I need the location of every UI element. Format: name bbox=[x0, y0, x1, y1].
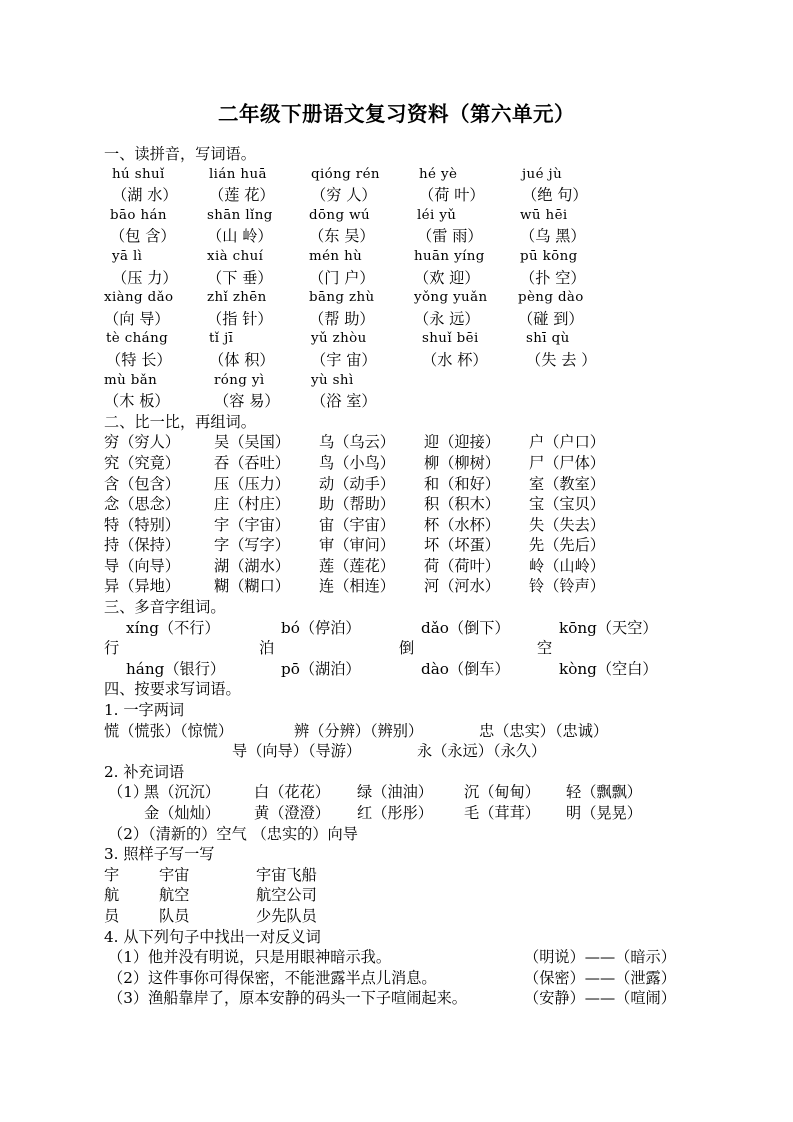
pinyin-cell bbox=[106, 329, 172, 370]
document-body bbox=[0, 127, 793, 1009]
subsection-one-word-two-terms-heading: 1. 一字两词 bbox=[104, 701, 185, 720]
antonym-sentence-row bbox=[104, 968, 753, 989]
write-like-example-grid bbox=[104, 865, 753, 927]
compare-row bbox=[104, 556, 753, 577]
antonym-answer-pair: （安静）——（喧闹） bbox=[524, 989, 676, 1008]
compare-cell: 宝（宝贝） bbox=[529, 495, 605, 514]
antonym-answer-pair: （保密）——（泄露） bbox=[524, 968, 676, 987]
compare-cell: 荷（荷叶） bbox=[424, 556, 500, 575]
pinyin-answer-word: （下 垂） bbox=[207, 268, 273, 287]
compare-cell: 湖（湖水） bbox=[214, 556, 290, 575]
polyphonic-reading-top: dǎo（倒下） bbox=[421, 618, 510, 637]
pinyin-answer-word: （木 板） bbox=[104, 392, 170, 411]
pinyin-cell bbox=[207, 247, 273, 288]
pinyin-cell bbox=[311, 371, 377, 412]
complete-words-cell: 明（晃晃） bbox=[566, 804, 642, 823]
pinyin-text: mù bǎn bbox=[104, 372, 158, 388]
pinyin-cell bbox=[309, 288, 375, 329]
compare-cell: 岭（山岭） bbox=[529, 556, 605, 575]
complete-words-group-two: （2）（清新的）空气 （忠实的）向导 bbox=[108, 824, 358, 843]
pinyin-answer-word: （荷 叶） bbox=[419, 186, 485, 205]
compare-cell: 审（审问） bbox=[319, 536, 395, 555]
compare-cell: 失（失去） bbox=[529, 515, 605, 534]
antonym-sentence-row bbox=[104, 947, 753, 968]
compare-row bbox=[104, 535, 753, 556]
one-word-two-terms-cell: 慌（慌张）（惊慌） bbox=[104, 721, 234, 740]
complete-words-cell: 轻（飘飘） bbox=[566, 783, 642, 802]
one-word-two-terms-cell: 永（永远）（永久） bbox=[417, 742, 547, 761]
compare-row bbox=[104, 453, 753, 474]
compare-cell: 柳（柳树） bbox=[424, 453, 500, 472]
pinyin-answer-word: （浴 室） bbox=[311, 392, 377, 411]
one-word-two-terms-row bbox=[104, 741, 753, 762]
example-phrase: 航空公司 bbox=[256, 886, 317, 905]
polyphonic-reading-top: kōng（天空） bbox=[559, 618, 658, 637]
polyphonic-character: 泊 bbox=[259, 639, 275, 658]
complete-words-cell: 黄（澄澄） bbox=[254, 804, 330, 823]
pinyin-text: yǒng yuǎn bbox=[414, 290, 488, 306]
complete-words-group-label: （1） bbox=[108, 783, 149, 802]
pinyin-text: yù shì bbox=[311, 372, 354, 388]
antonym-sentence-text: （3）渔船靠岸了，原本安静的码头一下子喧闹起来。 bbox=[108, 989, 467, 1008]
pinyin-cell bbox=[520, 247, 586, 288]
one-word-two-terms-cell: 导（向导）（导游） bbox=[232, 742, 362, 761]
compare-row bbox=[104, 576, 753, 597]
compare-cell: 念（思念） bbox=[104, 495, 180, 514]
polyphonic-reading-bottom: pō（湖泊） bbox=[281, 659, 361, 678]
pinyin-answer-word: （门 户） bbox=[309, 268, 375, 287]
compare-cell: 宇（宇宙） bbox=[214, 515, 290, 534]
pinyin-text: pū kōng bbox=[520, 248, 578, 264]
pinyin-text: pèng dào bbox=[518, 290, 584, 306]
write-like-example-row bbox=[104, 906, 753, 927]
pinyin-text: xiàng dǎo bbox=[104, 290, 174, 306]
pinyin-text: yā lì bbox=[112, 248, 143, 264]
polyphonic-reading-top: xíng（不行） bbox=[126, 618, 220, 637]
pinyin-text: hé yè bbox=[419, 166, 458, 182]
compare-cell: 究（究竟） bbox=[104, 453, 180, 472]
pinyin-text: mén hù bbox=[309, 248, 363, 264]
pinyin-cell bbox=[209, 329, 275, 370]
pinyin-row bbox=[104, 371, 753, 412]
subsection-complete-words-heading: 2. 补充词语 bbox=[104, 762, 185, 781]
pinyin-answer-word: （指 针） bbox=[207, 309, 273, 328]
pinyin-text: tǐ jī bbox=[209, 331, 234, 347]
compare-cell: 压（压力） bbox=[214, 474, 290, 493]
compare-cell: 户（户口） bbox=[529, 433, 605, 452]
pinyin-cell bbox=[419, 165, 485, 206]
compare-cell: 持（保持） bbox=[104, 536, 180, 555]
pinyin-answer-word: （水 杯） bbox=[422, 350, 488, 369]
pinyin-row bbox=[104, 329, 753, 370]
pinyin-cell bbox=[414, 247, 485, 288]
pinyin-text: shuǐ bēi bbox=[422, 331, 479, 347]
pinyin-answer-word: （雷 雨） bbox=[417, 227, 483, 246]
example-char: 宇 bbox=[104, 865, 120, 884]
compare-cell: 动（动手） bbox=[319, 474, 395, 493]
pinyin-answer-word: （扑 空） bbox=[520, 268, 586, 287]
pinyin-cell bbox=[110, 206, 176, 247]
pinyin-answer-word: （特 长） bbox=[106, 350, 172, 369]
pinyin-text: lián huā bbox=[209, 166, 267, 182]
compare-characters-grid bbox=[104, 432, 753, 597]
pinyin-text: qióng rén bbox=[311, 166, 380, 182]
compare-cell: 字（写字） bbox=[214, 536, 290, 555]
compare-cell: 连（相连） bbox=[319, 577, 395, 596]
polyphonic-reading-bottom: dào（倒车） bbox=[421, 659, 510, 678]
pinyin-text: huān yíng bbox=[414, 248, 485, 264]
compare-cell: 鸟（小鸟） bbox=[319, 453, 395, 472]
polyphonic-reading-top: bó（停泊） bbox=[281, 618, 361, 637]
pinyin-cell bbox=[209, 165, 275, 206]
pinyin-answer-word: （碰 到） bbox=[518, 309, 584, 328]
compare-cell: 异（异地） bbox=[104, 577, 180, 596]
compare-row bbox=[104, 432, 753, 453]
antonym-sentences-list bbox=[104, 947, 753, 1009]
compare-cell: 糊（糊口） bbox=[214, 577, 290, 596]
one-word-two-terms-row bbox=[104, 721, 753, 742]
complete-words-row bbox=[104, 782, 753, 803]
polyphonic-character: 空 bbox=[537, 639, 553, 658]
pinyin-cell bbox=[417, 206, 483, 247]
pinyin-answer-word: （体 积） bbox=[209, 350, 275, 369]
pinyin-text: hú shuǐ bbox=[112, 166, 165, 182]
pinyin-answer-word: （帮 助） bbox=[309, 309, 375, 328]
pinyin-answer-word: （包 含） bbox=[110, 227, 176, 246]
pinyin-answer-word: （绝 句） bbox=[522, 186, 588, 205]
antonym-sentence-text: （2）这件事你可得保密，不能泄露半点儿消息。 bbox=[108, 968, 437, 987]
pinyin-exercise-grid bbox=[104, 165, 753, 412]
pinyin-text: tè cháng bbox=[106, 331, 169, 347]
antonym-sentence-text: （1）他并没有明说，只是用眼神暗示我。 bbox=[108, 948, 392, 967]
polyphonic-reading-bottom: háng（银行） bbox=[126, 659, 226, 678]
pinyin-answer-word: （湖 水） bbox=[112, 186, 178, 205]
compare-cell: 先（先后） bbox=[529, 536, 605, 555]
example-word: 航空 bbox=[159, 886, 190, 905]
pinyin-cell bbox=[104, 288, 174, 329]
pinyin-row bbox=[104, 165, 753, 206]
compare-row bbox=[104, 494, 753, 515]
compare-cell: 吞（吞吐） bbox=[214, 453, 290, 472]
pinyin-cell bbox=[526, 329, 596, 370]
pinyin-cell bbox=[414, 288, 487, 329]
polyphonic-character: 行 bbox=[104, 639, 120, 658]
page-title: 二年级下册语文复习资料（第六单元） bbox=[218, 102, 575, 126]
pinyin-text: zhǐ zhēn bbox=[207, 290, 267, 306]
pinyin-answer-word: （容 易） bbox=[214, 392, 280, 411]
compare-cell: 莲（莲花） bbox=[319, 556, 395, 575]
example-phrase: 宇宙飞船 bbox=[256, 865, 317, 884]
complete-words-cell: 绿（油油） bbox=[357, 783, 433, 802]
pinyin-answer-word: （山 岭） bbox=[207, 227, 273, 246]
compare-cell: 助（帮助） bbox=[319, 495, 395, 514]
compare-cell: 杯（水杯） bbox=[424, 515, 500, 534]
pinyin-cell bbox=[522, 165, 588, 206]
compare-cell: 铃（铃声） bbox=[529, 577, 605, 596]
pinyin-text: wū hēi bbox=[520, 207, 568, 223]
pinyin-cell bbox=[112, 247, 178, 288]
pinyin-answer-word: （乌 黑） bbox=[520, 227, 586, 246]
complete-words-cell: 红（彤彤） bbox=[357, 804, 433, 823]
pinyin-text: bāo hán bbox=[110, 207, 167, 223]
pinyin-cell bbox=[520, 206, 586, 247]
pinyin-cell bbox=[311, 329, 377, 370]
example-char: 航 bbox=[104, 886, 120, 905]
example-word: 队员 bbox=[159, 906, 190, 925]
complete-words-cell: 黑（沉沉） bbox=[144, 783, 220, 802]
pinyin-text: jué jù bbox=[522, 166, 563, 182]
compare-cell: 导（向导） bbox=[104, 556, 180, 575]
pinyin-row bbox=[104, 288, 753, 329]
example-phrase: 少先队员 bbox=[256, 906, 317, 925]
polyphonic-grid bbox=[104, 618, 753, 680]
example-word: 宇宙 bbox=[159, 865, 190, 884]
pinyin-text: shān lǐng bbox=[207, 207, 273, 223]
section-four-heading: 四、按要求写词语。 bbox=[104, 680, 241, 699]
compare-cell: 宙（宇宙） bbox=[319, 515, 395, 534]
complete-words-cell: 毛（茸茸） bbox=[464, 804, 540, 823]
pinyin-answer-word: （东 吴） bbox=[309, 227, 375, 246]
compare-cell: 乌（乌云） bbox=[319, 433, 395, 452]
subsection-find-antonyms-heading: 4. 从下列句子中找出一对反义词 bbox=[104, 927, 321, 946]
pinyin-answer-word: （宇 宙） bbox=[311, 350, 377, 369]
pinyin-answer-word: （莲 花） bbox=[209, 186, 275, 205]
antonym-answer-pair: （明说）——（暗示） bbox=[524, 948, 676, 967]
compare-cell: 室（教室） bbox=[529, 474, 605, 493]
compare-row bbox=[104, 515, 753, 536]
compare-cell: 坏（坏蛋） bbox=[424, 536, 500, 555]
pinyin-cell bbox=[207, 206, 273, 247]
pinyin-text: xià chuí bbox=[207, 248, 264, 264]
compare-row bbox=[104, 474, 753, 495]
compare-cell: 和（和好） bbox=[424, 474, 500, 493]
pinyin-text: yǔ zhòu bbox=[311, 331, 367, 347]
pinyin-cell bbox=[112, 165, 178, 206]
write-like-example-row bbox=[104, 865, 753, 886]
pinyin-cell bbox=[104, 371, 170, 412]
section-two-heading: 二、比一比，再组词。 bbox=[104, 412, 256, 431]
pinyin-text: dōng wú bbox=[309, 207, 370, 223]
pinyin-answer-word: （永 远） bbox=[414, 309, 480, 328]
section-one-heading: 一、读拼音，写词语。 bbox=[104, 145, 256, 163]
pinyin-answer-word: （欢 迎） bbox=[414, 268, 480, 287]
pinyin-answer-word: （向 导） bbox=[104, 309, 170, 328]
compare-cell: 尸（尸体） bbox=[529, 453, 605, 472]
pinyin-row bbox=[104, 247, 753, 288]
one-word-two-terms-cell: 辨（分辨）（辨别） bbox=[294, 721, 424, 740]
example-char: 员 bbox=[104, 906, 120, 925]
pinyin-answer-word: （压 力） bbox=[112, 268, 178, 287]
pinyin-cell bbox=[518, 288, 584, 329]
pinyin-cell bbox=[309, 206, 375, 247]
one-word-two-terms-cell: 忠（忠实）（忠诚） bbox=[479, 721, 609, 740]
section-three-heading: 三、多音字组词。 bbox=[104, 598, 226, 617]
complete-words-cell: 沉（甸甸） bbox=[464, 783, 540, 802]
polyphonic-reading-bottom: kòng（空白） bbox=[559, 659, 658, 678]
write-like-example-row bbox=[104, 885, 753, 906]
pinyin-text: bāng zhù bbox=[309, 290, 375, 306]
compare-cell: 河（河水） bbox=[424, 577, 500, 596]
pinyin-cell bbox=[309, 247, 375, 288]
pinyin-answer-word: （穷 人） bbox=[311, 186, 377, 205]
pinyin-row bbox=[104, 206, 753, 247]
antonym-sentence-row bbox=[104, 988, 753, 1009]
compare-cell: 积（积木） bbox=[424, 495, 500, 514]
complete-words-cell: 金（灿灿） bbox=[144, 804, 220, 823]
compare-cell: 吴（吴国） bbox=[214, 433, 290, 452]
pinyin-text: róng yì bbox=[214, 372, 265, 388]
pinyin-cell bbox=[207, 288, 273, 329]
subsection-write-like-example-heading: 3. 照样子写一写 bbox=[104, 845, 215, 864]
compare-cell: 特（特别） bbox=[104, 515, 180, 534]
complete-words-row bbox=[104, 803, 753, 824]
compare-cell: 庄（村庄） bbox=[214, 495, 290, 514]
compare-cell: 穷（穷人） bbox=[104, 433, 180, 452]
polyphonic-character: 倒 bbox=[399, 639, 415, 658]
pinyin-cell bbox=[214, 371, 280, 412]
complete-words-cell: 白（花花） bbox=[254, 783, 330, 802]
pinyin-cell bbox=[311, 165, 380, 206]
pinyin-text: shī qù bbox=[526, 331, 570, 347]
compare-cell: 迎（迎接） bbox=[424, 433, 500, 452]
pinyin-text: léi yǔ bbox=[417, 207, 457, 223]
pinyin-answer-word: （失 去 ） bbox=[526, 350, 597, 369]
compare-cell: 含（包含） bbox=[104, 474, 180, 493]
pinyin-cell bbox=[422, 329, 488, 370]
